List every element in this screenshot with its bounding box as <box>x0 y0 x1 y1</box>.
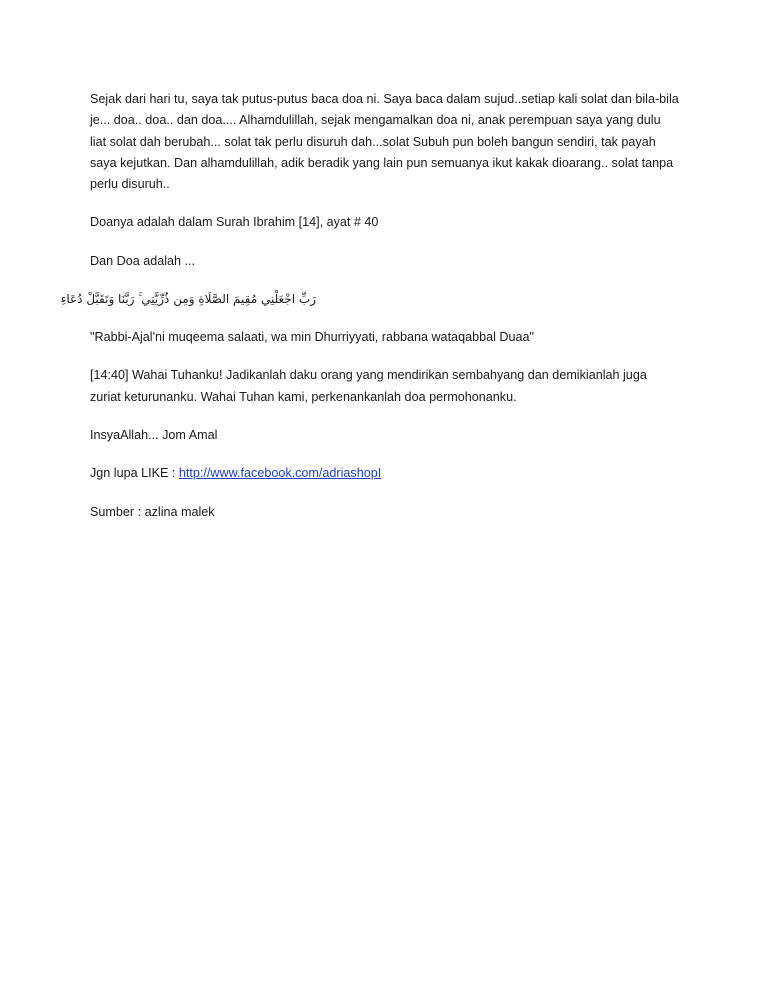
story-line-4: saya kejutkan. Dan alhamdulillah, adik beradik yang lain pun semuanya ikut kakak dioarang.. solat tanpa <box>90 155 674 170</box>
story-line-1: Sejak dari hari tu, saya tak putus-putus baca doa ni. Saya baca dalam sujud..setiap kali solat dan bila-bila <box>90 92 679 106</box>
story-line-5: perlu disuruh.. <box>90 177 170 192</box>
translation-line-1: [14:40] Wahai Tuhanku! Jadikanlah daku orang yang mendirikan sembahyang dan demikianlah juga <box>90 368 647 383</box>
like-prefix: Jgn lupa LIKE : <box>90 466 179 481</box>
translation-line-2: zuriat keturunanku. Wahai Tuhan kami, perkenankanlah doa permohonanku. <box>90 389 517 404</box>
doa-intro: Dan Doa adalah ... <box>90 253 196 268</box>
like-line <box>90 463 680 484</box>
story-line-2: je... doa.. doa.. dan doa.... Alhamdulillah, sejak mengamalkan doa ni, anak perempuan saya yang dulu <box>90 113 661 128</box>
story-paragraph <box>90 89 680 195</box>
document-body <box>60 89 680 540</box>
surah-reference: Doanya adalah dalam Surah Ibrahim [14], ayat # 40 <box>90 215 379 230</box>
facebook-link[interactable]: http://www.facebook.com/adriashopI <box>178 466 382 481</box>
source-credit: Sumber : azlina malek <box>90 504 215 519</box>
story-line-3: liat solat dah berubah... solat tak perlu disuruh dah...solat Subuh pun boleh bangun sendiri, tak payah <box>90 134 656 149</box>
translation-paragraph <box>90 365 680 408</box>
closing-text: InsyaAllah... Jom Amal <box>90 427 218 442</box>
transliteration-text: "Rabbi-Ajal'ni muqeema salaati, wa min Dhurriyyati, rabbana wataqabbal Duaa" <box>90 330 534 345</box>
arabic-doa-text: رَبِّ اجْعَلْنِي مُقِيمَ الصَّلَاةِ وَمِن ذُرِّيَّتِي ۚ رَبَّنَا وَتَقَبَّلْ دُعَاءِ <box>60 292 316 307</box>
